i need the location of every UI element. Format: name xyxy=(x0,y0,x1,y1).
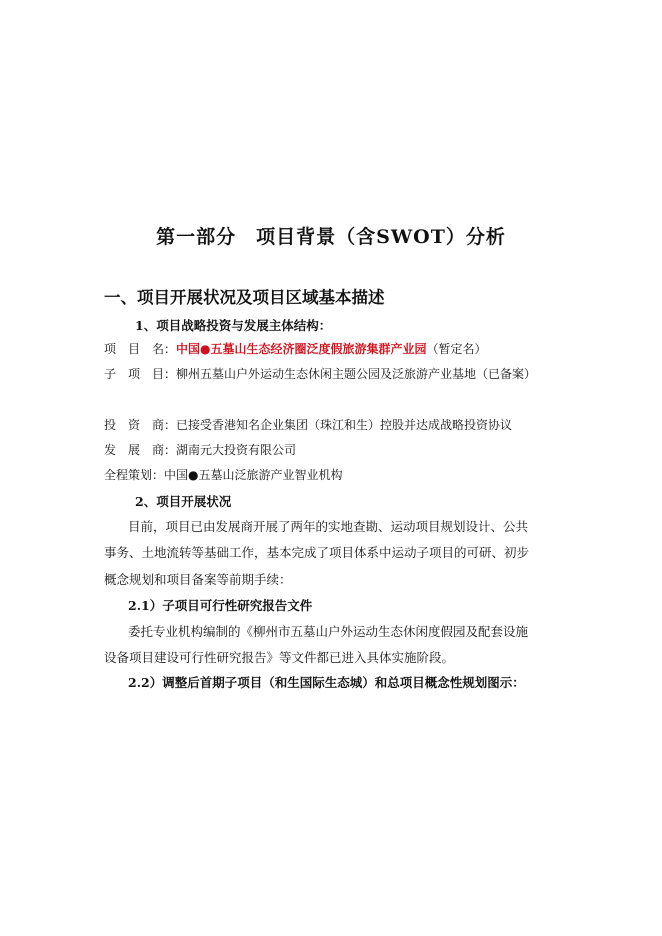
project-name-line xyxy=(104,340,487,357)
sub-project-value: 柳州五墓山户外运动生态休闲主题公园及泛旅游产业基地（已备案） xyxy=(176,367,537,381)
subsection-heading-2-2: 2.2）调整后首期子项目（和生国际生态城）和总项目概念性规划图示： xyxy=(128,675,525,690)
planner-value: 中国●五墓山泛旅游产业智业机构 xyxy=(164,468,343,482)
section-heading-1: 一、项目开展状况及项目区域基本描述 xyxy=(104,288,385,307)
project-name-label: 项 目 名： xyxy=(104,342,177,356)
sub-project-line xyxy=(104,365,536,382)
planner-label: 全程策划： xyxy=(104,468,165,482)
subsection-heading-1: 1、项目战略投资与发展主体结构： xyxy=(135,318,332,333)
investor-line xyxy=(104,416,512,433)
subsection-heading-2-1: 2.1）子项目可行性研究报告文件 xyxy=(128,598,313,613)
paragraph-1-line-3: 概念规划和项目备案等前期手续： xyxy=(104,572,292,587)
project-name-note: （暂定名） xyxy=(426,342,487,356)
developer-label: 发 展 商： xyxy=(104,443,177,457)
subsection-heading-2: 2、项目开展状况 xyxy=(135,494,232,509)
paragraph-2-line-1: 委托专业机构编制的《柳州市五墓山户外运动生态休闲度假园及配套设施 xyxy=(128,624,529,639)
investor-value: 已接受香港知名企业集团（珠江和生）控股并达成战略投资协议 xyxy=(176,418,513,432)
paragraph-2-line-2: 设备项目建设可行性研究报告》等文件都已进入具体实施阶段。 xyxy=(104,650,455,665)
planner-line xyxy=(104,466,343,483)
paragraph-1-line-1: 目前，项目已由发展商开展了两年的实地查勘、运动项目规划设计、公共 xyxy=(128,519,529,534)
investor-label: 投 资 商： xyxy=(104,418,177,432)
developer-value: 湖南元大投资有限公司 xyxy=(176,443,297,457)
document-title: 第一部分 项目背景（含SWOT）分析 xyxy=(156,226,506,248)
paragraph-1-line-2: 事务、土地流转等基础工作，基本完成了项目体系中运动子项目的可研、初步 xyxy=(104,545,530,560)
developer-line xyxy=(104,441,296,458)
sub-project-label: 子 项 目： xyxy=(104,367,177,381)
project-name-value: 中国●五墓山生态经济圈泛度假旅游集群产业园 xyxy=(176,342,427,356)
